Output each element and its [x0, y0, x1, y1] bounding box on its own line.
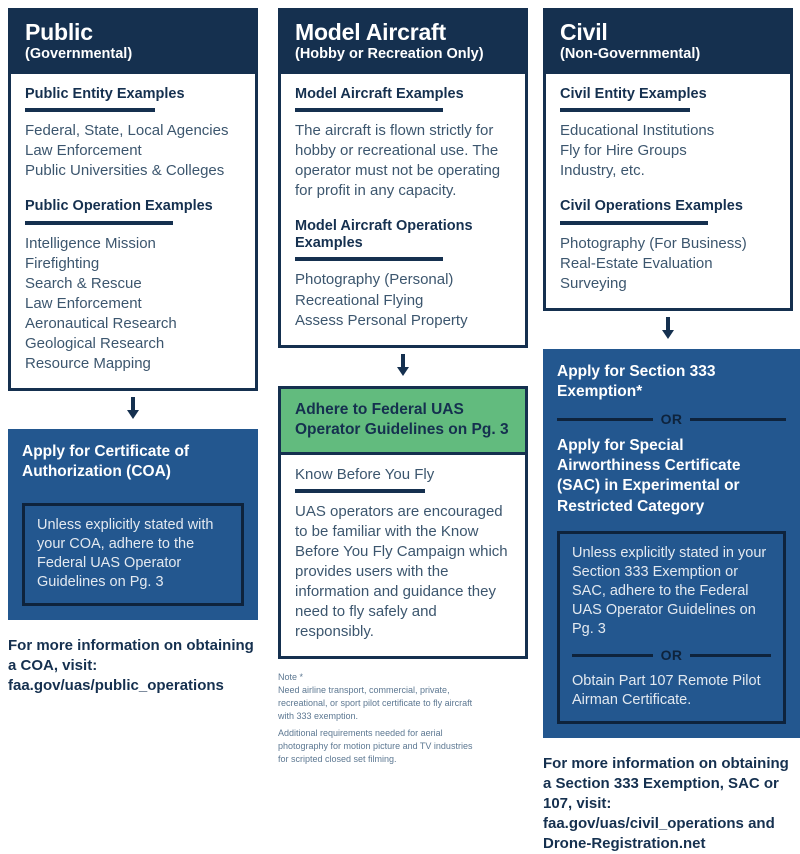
kbf-heading: Know Before You Fly: [295, 465, 435, 483]
column-public: [8, 8, 258, 696]
list-item: Law Enforcement: [25, 141, 142, 159]
divider-bar: [690, 654, 771, 657]
public-card-body: [11, 74, 255, 389]
heading-underline: [295, 257, 443, 261]
flow-arrow-down-icon: [8, 397, 258, 423]
footnote-line: photography for motion picture and TV industries: [278, 740, 473, 751]
public-action-note: Unless explicitly stated with your COA, adhere to the Federal UAS Operator Guidelines on Pg. 3: [22, 503, 244, 607]
civil-action-note-1: Unless explicitly stated in your Section 333 Exemption or SAC, adhere to the Federal UAS Operator Guidelines on Pg. 3: [572, 544, 767, 638]
model-subtitle: (Hobby or Recreation Only): [295, 45, 484, 62]
public-card-header: [11, 11, 255, 74]
model-operation-list: [295, 270, 511, 330]
list-item: Recreational Flying: [295, 291, 424, 309]
divider-bar: [557, 418, 653, 421]
footnote-line: Need airline transport, commercial, private,: [278, 684, 450, 695]
civil-entity-list: [560, 121, 776, 181]
public-operation-list: [25, 234, 241, 375]
footnote-heading: Note *: [278, 671, 304, 682]
divider-bar: [572, 654, 653, 657]
civil-subtitle: (Non-Governmental): [560, 45, 701, 62]
list-item: Photography (For Business): [560, 234, 747, 252]
list-item: Educational Institutions: [560, 121, 715, 139]
civil-footer-info: For more information on obtaining a Section 333 Exemption, SAC or 107, visit: faa.gov/uas/civil_operations and Drone-Registration.net: [543, 755, 789, 852]
flow-arrow-down-icon: [278, 354, 528, 380]
public-title: Public: [25, 19, 93, 45]
civil-operation-list: [560, 234, 776, 294]
civil-action-note-2: Obtain Part 107 Remote Pilot Airman Certificate.: [572, 672, 761, 708]
or-label: OR: [660, 411, 683, 428]
or-divider: [557, 411, 786, 427]
public-action-title: Apply for Certificate of Authorization (COA): [22, 443, 190, 481]
heading-underline: [25, 108, 155, 112]
footnote-line: Additional requirements needed for aerial: [278, 727, 443, 738]
civil-card-body: [546, 74, 790, 308]
column-civil: [543, 8, 793, 854]
footnote-line: recreational, or sport pilot certificate to fly aircraft: [278, 697, 473, 708]
or-label: OR: [660, 647, 683, 664]
footnote-line: with 333 exemption.: [278, 710, 359, 721]
public-footer-info: For more information on obtaining a COA, visit: faa.gov/uas/public_operations: [8, 637, 254, 694]
or-divider: [572, 646, 771, 664]
model-footnote: [278, 671, 528, 766]
heading-underline: [560, 108, 690, 112]
list-item: Photography (Personal): [295, 271, 454, 289]
list-item: Intelligence Mission: [25, 234, 156, 252]
public-subtitle: (Governmental): [25, 45, 133, 62]
public-card: [8, 8, 258, 391]
spacer: [25, 181, 241, 198]
civil-action-title-2: Apply for Special Airworthiness Certificate (SAC) in Experimental or Restricted Category: [557, 437, 741, 515]
civil-card: [543, 8, 793, 311]
public-entity-heading: Public Entity Examples: [25, 85, 185, 102]
civil-action-box: [543, 349, 800, 738]
model-green-box: Adhere to Federal UAS Operator Guidelines on Pg. 3: [278, 386, 528, 455]
list-item: Surveying: [560, 274, 627, 292]
civil-card-header: [546, 11, 790, 74]
spacer: [557, 517, 786, 531]
civil-title: Civil: [560, 19, 608, 45]
heading-underline: [25, 221, 173, 225]
civil-action-title-1: Apply for Section 333 Exemption*: [557, 362, 716, 400]
list-item: Federal, State, Local Agencies: [25, 121, 229, 139]
public-entity-list: [25, 121, 241, 181]
heading-underline: [295, 108, 443, 112]
list-item: Resource Mapping: [25, 355, 151, 373]
footnote-line: for scripted closed set filming.: [278, 753, 397, 764]
divider-bar: [690, 418, 786, 421]
list-item: Public Universities & Colleges: [25, 162, 225, 180]
kbf-paragraph: UAS operators are encouraged to be familiar with the Know Before You Fly Campaign which provides users with the information and guidance they need to fly safely and responsibly.: [295, 502, 508, 640]
model-entity-heading: Model Aircraft Examples: [295, 85, 464, 102]
column-model-aircraft: [278, 8, 528, 766]
spacer: [278, 659, 528, 671]
list-item: Search & Rescue: [25, 274, 142, 292]
know-before-you-fly-box: [278, 455, 528, 659]
list-item: Fly for Hire Groups: [560, 141, 687, 159]
civil-entity-heading: Civil Entity Examples: [560, 85, 707, 102]
model-operation-heading: Model Aircraft Operations Examples: [295, 217, 473, 252]
spacer: [543, 738, 793, 754]
model-card: [278, 8, 528, 348]
list-item: Geological Research: [25, 335, 165, 353]
list-item: Industry, etc.: [560, 162, 645, 180]
heading-underline: [560, 221, 708, 225]
list-item: Aeronautical Research: [25, 314, 177, 332]
spacer: [295, 201, 511, 218]
list-item: Real-Estate Evaluation: [560, 254, 713, 272]
spacer: [8, 620, 258, 636]
model-entity-paragraph: The aircraft is flown strictly for hobby or recreational use. The operator must not be operating for profit in any capacity.: [295, 121, 501, 199]
public-operation-heading: Public Operation Examples: [25, 198, 213, 215]
heading-underline: [295, 489, 425, 493]
spacer: [22, 483, 244, 503]
model-title: Model Aircraft: [295, 19, 446, 45]
model-card-body: [281, 74, 525, 345]
list-item: Assess Personal Property: [295, 311, 468, 329]
spacer: [560, 181, 776, 198]
model-card-header: [281, 11, 525, 74]
civil-operation-heading: Civil Operations Examples: [560, 198, 743, 215]
public-action-box: [8, 429, 258, 620]
list-item: Firefighting: [25, 254, 100, 272]
flow-arrow-down-icon: [543, 317, 793, 343]
civil-action-note-box: [557, 531, 786, 724]
list-item: Law Enforcement: [25, 294, 142, 312]
